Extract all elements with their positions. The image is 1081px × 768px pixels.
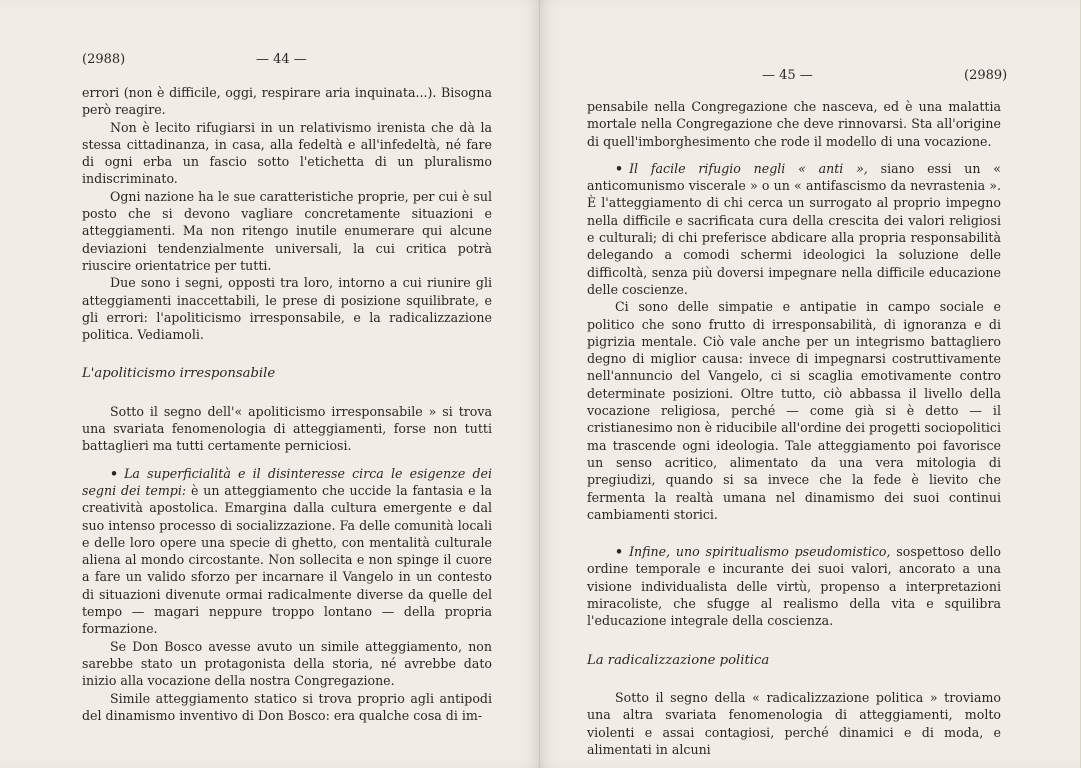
left-bullet-1 (82, 465, 492, 638)
right-page-code: (2989) (964, 68, 1008, 83)
right-bullet-2 (587, 543, 1001, 629)
left-bullet-1-italic: La superficialità e il disinteresse circa le esigenze dei segni dei tempi: (82, 465, 492, 498)
left-paragraph-6: Se Don Bosco avesse avuto un simile atteggiamento, non sarebbe stato un protagonista della storia, né avrebbe dato inizio alla vocazione della nostra Congregazione. (82, 638, 492, 689)
left-body-text (82, 84, 492, 724)
left-paragraph-3: Ogni nazione ha le sue caratteristiche proprie, per cui è sul posto che si devono vagliare concretamente situazioni e atteggiamenti. Ma non ritengo inutile enumerare qui alcune deviazioni tendenzialmente universali, la cui critica potrà riuscire orientatrice per tutti. (82, 188, 492, 273)
left-bullet-1-text: è un atteggiamento che uccide la fantasia e la creatività apostolica. Emargina dalla cultura emergente e dal suo intenso processo di socializzazione. Fa delle comunità locali e delle loro opere una specie di ghetto, con mentalità culturale aliena al mondo circostante. Non sollecita e non spinge il cuore a fare un valido sforzo per incarnare il Vangelo in un contesto di situazioni divenute ormai radicalmente diverse da quelle del tempo — magari neppure troppo lontano — della propria formazione. (82, 482, 492, 637)
bullet-icon: • (110, 465, 119, 481)
right-bullet-2-text: sospettoso dello ordine temporale e incurante dei suoi valori, ancorato a una visione individualista delle virtù, propenso a interpretazioni miracoliste, che sfugge al realismo della vita e squilibra l'educazione integrale della coscienza. (587, 544, 1001, 629)
right-bullet-1 (587, 160, 1001, 298)
left-page-number: — 44 — (256, 52, 307, 67)
right-body-text (587, 98, 1001, 758)
right-paragraph-1: pensabile nella Congregazione che nasceva, ed è una malattia mortale nella Congregazione che deve rinnovarsi. Sta all'origine di quell'imborghesimento che rode il modello di una vocazione. (587, 99, 1001, 149)
left-section-heading: L'apoliticismo irresponsabile (82, 366, 276, 382)
bullet-icon: • (615, 160, 624, 176)
right-bullet-1-italic: Il facile rifugio negli « anti », (629, 160, 868, 176)
spacer (587, 523, 1001, 533)
left-paragraph-7: Simile atteggiamento statico si trova proprio agli antipodi del dinamismo inventivo di Don Bosco: era qualche cosa di im- (82, 690, 492, 723)
left-paragraph-4: Due sono i segni, opposti tra loro, intorno a cui riunire gli atteggiamenti inaccettabili, le prese di posizione squilibrate, e gli errori: l'apoliticismo irresponsabile, e la radicalizzazione politica. Vediamoli. (82, 275, 492, 343)
left-page (0, 0, 540, 768)
left-paragraph-1: errori (non è difficile, oggi, respirare aria inquinata...). Bisogna però reagire. (82, 85, 492, 118)
right-page (540, 0, 1080, 768)
right-paragraph-2: Ci sono delle simpatie e antipatie in campo sociale e politico che sono frutto di irresponsabilità, di ignoranza e di pigrizia mentale. Ciò vale anche per un integrismo battagliero degno di miglior causa: invece di impegnarsi costruttivamente nell'annuncio del Vangelo, ci si scaglia emotivamente contro determinate posizioni. Oltre tutto, ciò abbassa il livello della vocazione religiosa, perché — come già si è detto — il cristianesimo non è riducibile all'ordine dei progetti sociopolitici ma trascende ogni ideologia. Tale atteggiamento poi favorisce un senso acritico, alimentato da una vera mitologia di pregiudizi, quando si sa invece che la fede è lievito che fermenta la realtà umana nel dinamismo dei suoi continui cambiamenti storici. (587, 299, 1001, 522)
right-section-heading: La radicalizzazione politica (587, 652, 770, 668)
bullet-icon: • (615, 544, 624, 560)
left-paragraph-2: Non è lecito rifugiarsi in un relativismo irenista che dà la stessa cittadinanza, in casa, alla fedeltà e all'infedeltà, né fare di ogni erba un fascio sotto l'etichetta di un pluralismo indiscriminato. (82, 119, 492, 187)
right-bullet-2-italic: Infine, uno spiritualismo pseudomistico, (629, 544, 891, 560)
right-paragraph-3: Sotto il segno della « radicalizzazione politica » troviamo una altra svariata fenomenologia di atteggiamenti, molto violenti e assai contagiosi, perché dinamici e di moda, e alimentati in alcuni (587, 689, 1001, 757)
right-bullet-1-text: siano essi un « anticomunismo viscerale » o un « antifascismo da nevrastenia ». È l'atteggiamento di chi cerca un surrogato al proprio impegno nella difficile e sacrificata cura della crescita dei valori religiosi e culturali; di chi preferisce abdicare alla propria responsabilità delegando a comodi schermi ideologici la soluzione delle difficoltà, senza più doversi impegnare nella difficile educazione delle coscienze. (587, 160, 1002, 297)
left-page-code: (2988) (82, 52, 126, 67)
left-paragraph-5: Sotto il segno dell'« apoliticismo irresponsabile » si trova una svariata fenomenologia di atteggiamenti, forse non tutti battaglieri ma tutti certamente perniciosi. (82, 403, 492, 454)
right-page-number: — 45 — (762, 68, 813, 83)
